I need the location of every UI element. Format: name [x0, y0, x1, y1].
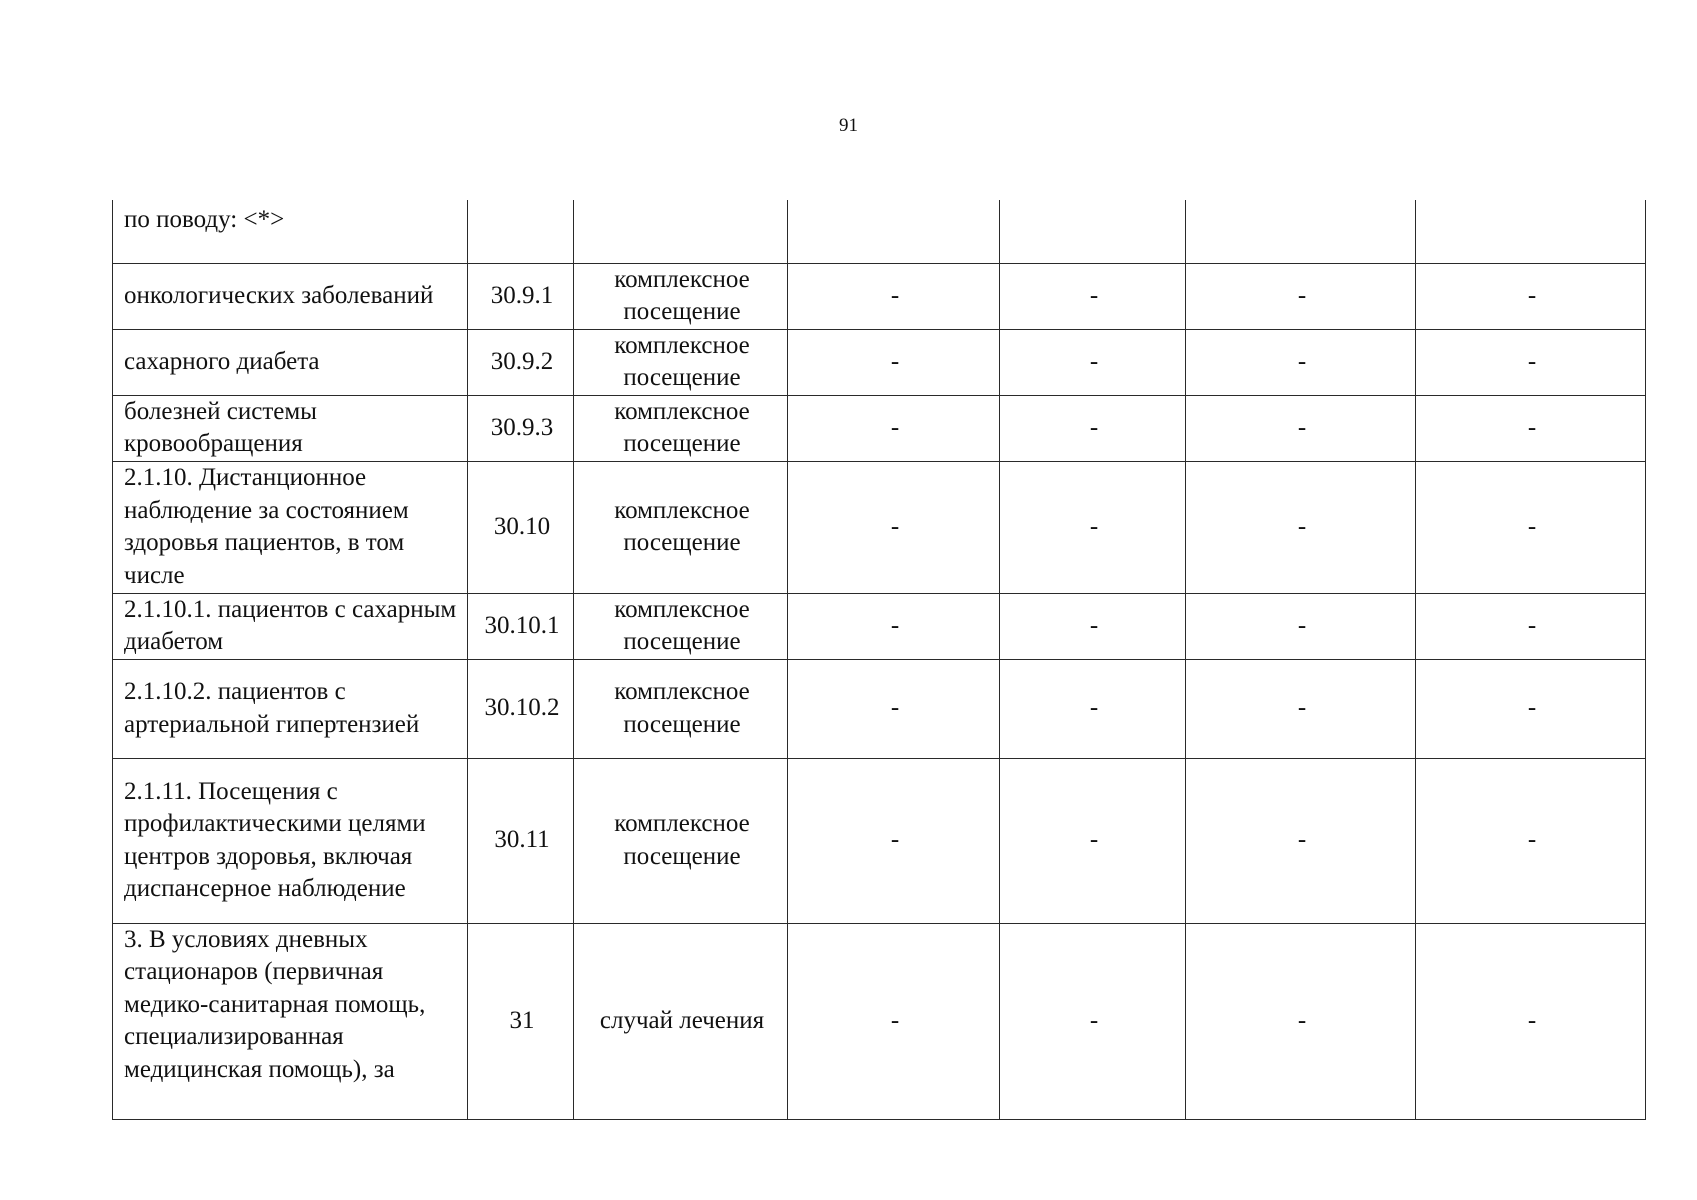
table-row	[113, 395, 1646, 461]
value-cell: -	[788, 329, 1000, 395]
row-unit-cell	[574, 200, 788, 263]
value-cell	[788, 200, 1000, 263]
value-cell: -	[1416, 923, 1646, 1119]
row-unit-cell: комплексное посещение	[574, 329, 788, 395]
table-row	[113, 329, 1646, 395]
value-cell: -	[788, 758, 1000, 923]
row-code-cell	[468, 200, 574, 263]
page-number: 91	[839, 115, 858, 136]
row-code-cell: 30.9.3	[468, 395, 574, 461]
value-cell: -	[1000, 329, 1186, 395]
table-row	[113, 659, 1646, 758]
row-code-cell: 30.11	[468, 758, 574, 923]
table-row	[113, 461, 1646, 593]
row-name-cell: 2.1.10.1. пациентов с сахарным диабетом	[113, 593, 468, 659]
row-code-cell: 30.10.1	[468, 593, 574, 659]
value-cell: -	[788, 659, 1000, 758]
value-cell: -	[1416, 593, 1646, 659]
value-cell: -	[1186, 329, 1416, 395]
value-cell: -	[1416, 395, 1646, 461]
value-cell: -	[1416, 758, 1646, 923]
row-unit-cell: комплексное посещение	[574, 263, 788, 329]
value-cell: -	[1000, 923, 1186, 1119]
row-code-cell: 30.9.2	[468, 329, 574, 395]
row-unit-cell: комплексное посещение	[574, 461, 788, 593]
row-name-cell: онкологических заболеваний	[113, 263, 468, 329]
value-cell: -	[1000, 461, 1186, 593]
value-cell: -	[788, 593, 1000, 659]
value-cell: -	[1186, 263, 1416, 329]
value-cell: -	[1416, 461, 1646, 593]
value-cell: -	[1416, 263, 1646, 329]
value-cell	[1416, 200, 1646, 263]
value-cell: -	[788, 923, 1000, 1119]
row-code-cell: 30.10	[468, 461, 574, 593]
row-name-cell: 2.1.10. Дистанционное наблюдение за состоянием здоровья пациентов, в том числе	[113, 461, 468, 593]
row-name-cell: по поводу: <*>	[113, 200, 468, 263]
row-name-cell: сахарного диабета	[113, 329, 468, 395]
row-unit-cell: комплексное посещение	[574, 593, 788, 659]
value-cell: -	[1000, 758, 1186, 923]
value-cell: -	[1186, 461, 1416, 593]
table-row	[113, 758, 1646, 923]
row-code-cell: 30.9.1	[468, 263, 574, 329]
value-cell: -	[788, 263, 1000, 329]
table-row	[113, 593, 1646, 659]
value-cell: -	[1186, 395, 1416, 461]
value-cell: -	[1000, 593, 1186, 659]
value-cell: -	[1000, 659, 1186, 758]
value-cell: -	[1186, 758, 1416, 923]
row-unit-cell: комплексное посещение	[574, 758, 788, 923]
value-cell: -	[1186, 659, 1416, 758]
row-name-cell: болезней системы кровообращения	[113, 395, 468, 461]
value-cell: -	[1186, 923, 1416, 1119]
value-cell: -	[1000, 395, 1186, 461]
row-name-cell: 2.1.11. Посещения с профилактическими целями центров здоровья, включая диспансерное наблюдение	[113, 758, 468, 923]
row-unit-cell: случай лечения	[574, 923, 788, 1119]
value-cell	[1186, 200, 1416, 263]
row-unit-cell: комплексное посещение	[574, 659, 788, 758]
table-row	[113, 923, 1646, 1119]
value-cell	[1000, 200, 1186, 263]
data-table	[112, 200, 1646, 1120]
table-row	[113, 200, 1646, 263]
value-cell: -	[1416, 329, 1646, 395]
row-name-cell: 3. В условиях дневных стационаров (первичная медико-санитарная помощь, специализированная медицинская помощь), за	[113, 923, 468, 1119]
value-cell: -	[1000, 263, 1186, 329]
value-cell: -	[1416, 659, 1646, 758]
value-cell: -	[788, 461, 1000, 593]
row-unit-cell: комплексное посещение	[574, 395, 788, 461]
row-name-cell: 2.1.10.2. пациентов с артериальной гипертензией	[113, 659, 468, 758]
value-cell: -	[1186, 593, 1416, 659]
table-row	[113, 263, 1646, 329]
value-cell: -	[788, 395, 1000, 461]
row-code-cell: 30.10.2	[468, 659, 574, 758]
row-code-cell: 31	[468, 923, 574, 1119]
